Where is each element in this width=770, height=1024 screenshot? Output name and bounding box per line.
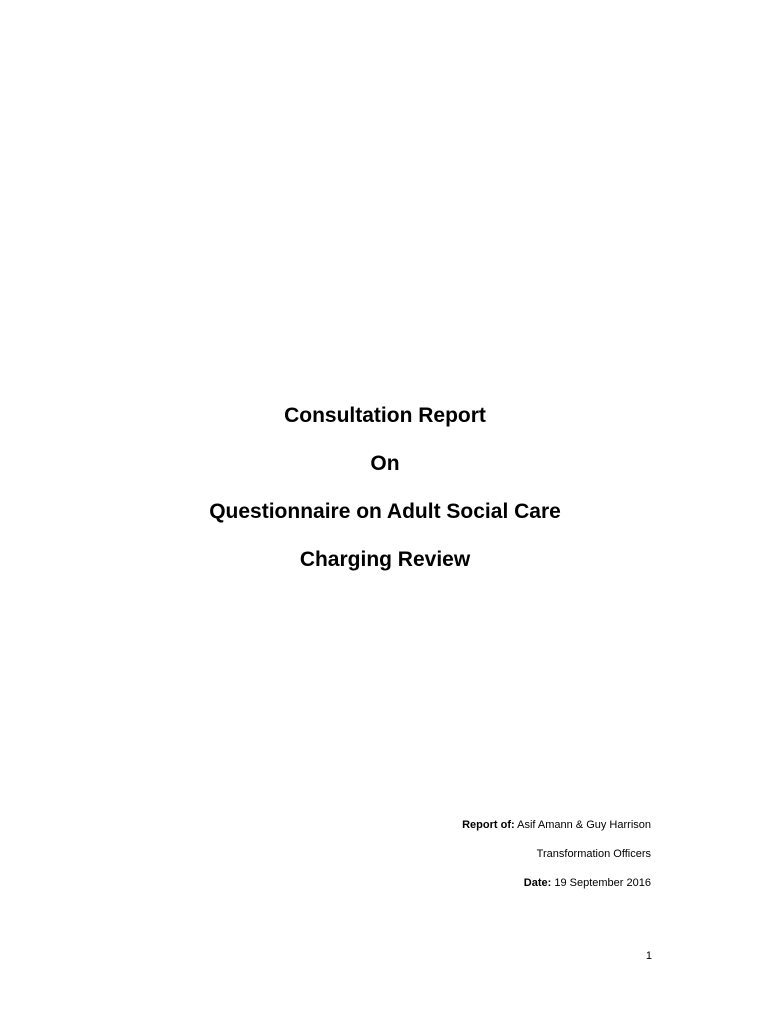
report-of-label: Report of: [462,819,515,831]
report-metadata [462,818,651,890]
page-number: 1 [645,950,652,962]
date-value: 19 September 2016 [554,877,651,889]
document-title [0,404,770,572]
title-line-1: Consultation Report [284,404,486,427]
title-line-2: On [370,452,400,475]
date-line [462,876,651,890]
role-line: Transformation Officers [536,848,651,860]
report-of-line [462,818,651,832]
title-line-3: Questionnaire on Adult Social Care [209,500,561,523]
title-line-4: Charging Review [299,548,471,571]
date-label: Date: [523,877,552,889]
report-of-value: Asif Amann & Guy Harrison [517,819,651,831]
